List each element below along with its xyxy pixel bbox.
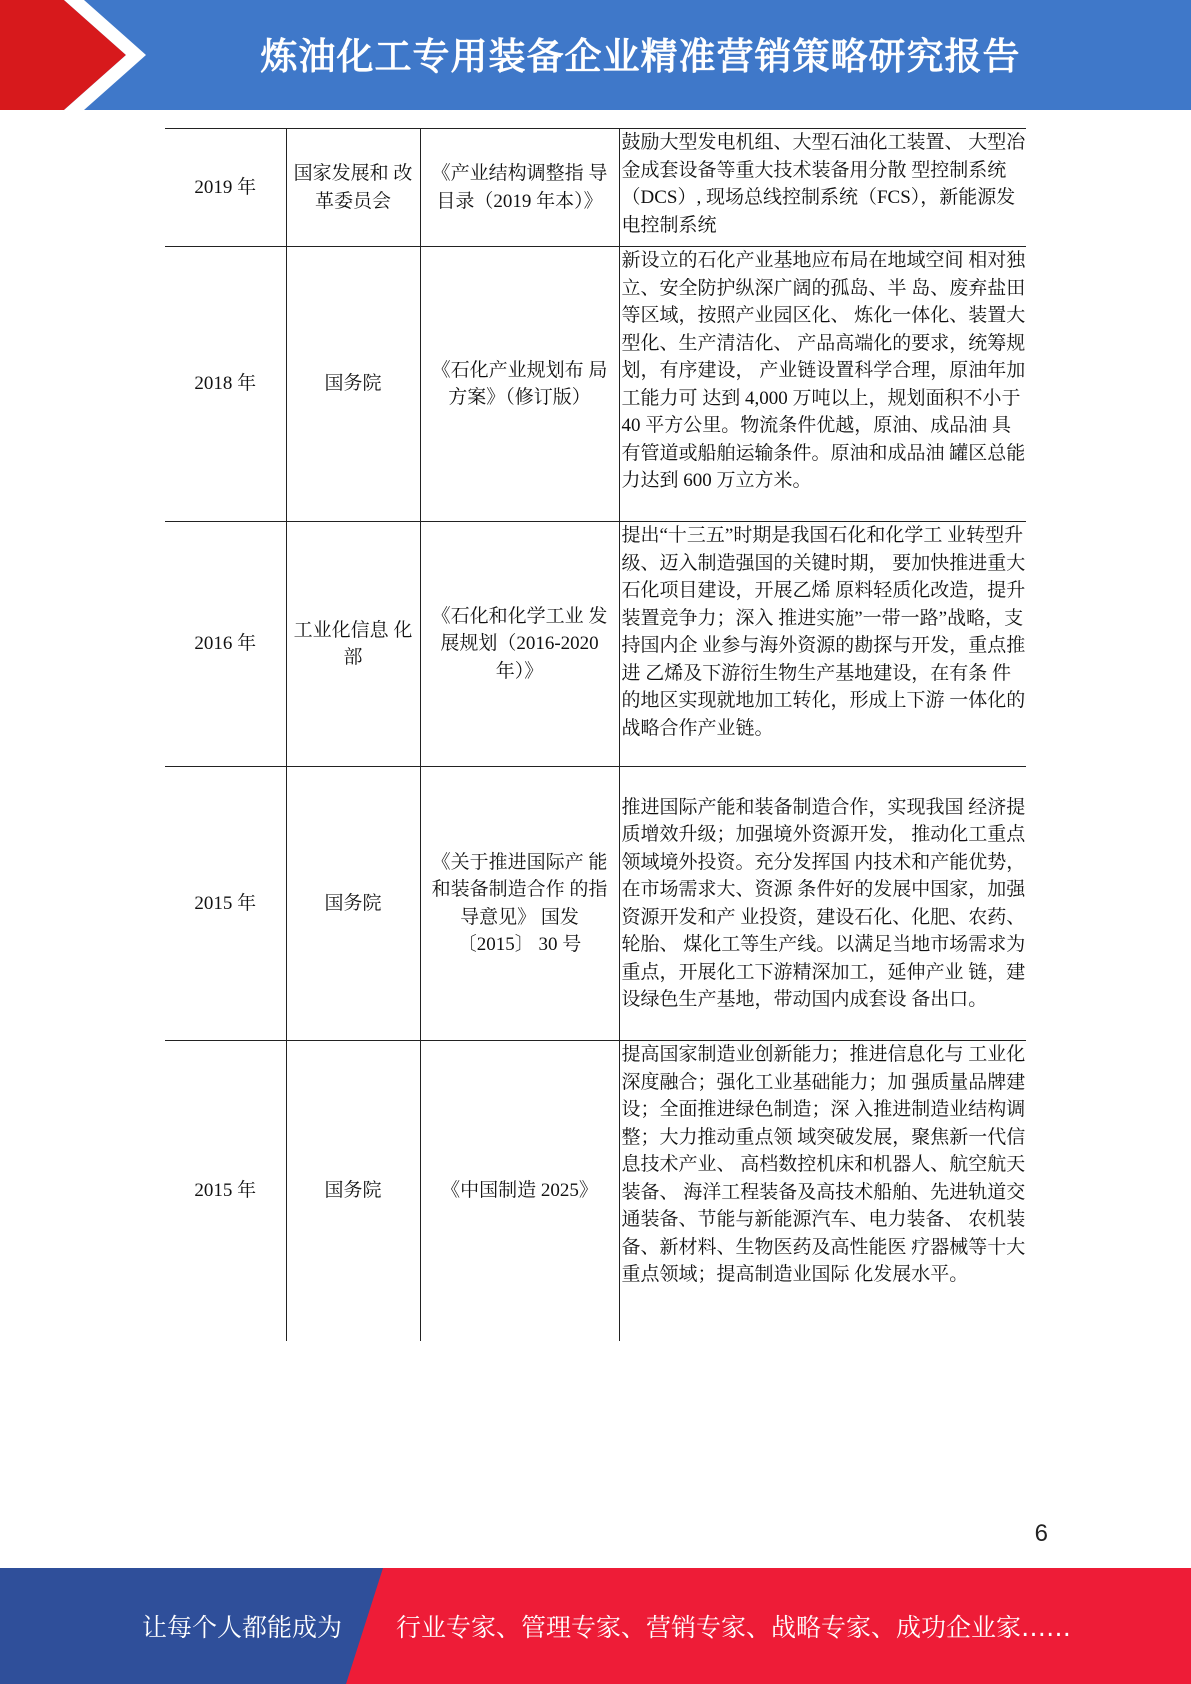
report-title: 炼油化工专用装备企业精准营销策略研究报告 <box>260 35 1021 78</box>
year-cell: 2015 年 <box>165 1041 286 1341</box>
document-cell: 《中国制造 2025》 <box>420 1041 619 1341</box>
table-row <box>165 767 1026 1041</box>
policy-table <box>165 128 1026 1341</box>
agency-cell: 国务院 <box>286 247 420 522</box>
content-cell: 提高国家制造业创新能力；推进信息化与 工业化深度融合；强化工业基础能力；加 强质量品牌建设；全面推进绿色制造；深 入推进制造业结构调整；大力推动重点领 域突破发展，聚焦新一代信息技术产业、 高档数控机床和机器人、航空航天装备、 海洋工程装备及高技术船舶、先进轨道交 通装备、节能与新能源汽车、电力装备、 农机装备、新材料、生物医药及高性能医 疗器械等十大重点领域；提高制造业国际 化发展水平。 <box>619 1041 1026 1341</box>
footer-slogan-right: 行业专家、管理专家、营销专家、战略专家、成功企业家…… <box>396 1613 1072 1642</box>
page-header <box>0 0 1191 110</box>
page-number: 6 <box>1034 1520 1048 1547</box>
footer-slogan-left: 让每个人都能成为 <box>142 1613 343 1642</box>
document-cell: 《关于推进国际产 能和装备制造合作 的指导意见》 国发〔2015〕 30 号 <box>420 767 619 1041</box>
content-cell: 新设立的石化产业基地应布局在地域空间 相对独立、安全防护纵深广阔的孤岛、半 岛、废弃盐田等区域，按照产业园区化、 炼化一体化、装置大型化、生产清洁化、 产品高端化的要求，统筹规划，有序建设， 产业链设置科学合理，原油年加工能力可 达到 4,000 万吨以上，规划面积不小于 40 平方公里。物流条件优越，原油、成品油 具有管道或船舶运输条件。原油和成品油 罐区总能力达到 600 万立方米。 <box>619 247 1026 522</box>
table-row <box>165 129 1026 247</box>
document-cell: 《石化和化学工业 发展规划（2016-2020 年）》 <box>420 522 619 767</box>
agency-cell: 国家发展和 改革委员会 <box>286 129 420 247</box>
year-cell: 2019 年 <box>165 129 286 247</box>
agency-cell: 国务院 <box>286 1041 420 1341</box>
table-row <box>165 1041 1026 1341</box>
content-cell: 推进国际产能和装备制造合作，实现我国 经济提质增效升级；加强境外资源开发， 推动化工重点领域境外投资。充分发挥国 内技术和产能优势，在市场需求大、资源 条件好的发展中国家，加强资源开发和产 业投资，建设石化、化肥、农药、轮胎、 煤化工等生产线。以满足当地市场需求为 重点，开展化工下游精深加工，延伸产业 链，建设绿色生产基地，带动国内成套设 备出口。 <box>619 767 1026 1041</box>
table-row <box>165 522 1026 767</box>
agency-cell: 工业化信息 化部 <box>286 522 420 767</box>
table-row <box>165 247 1026 522</box>
agency-cell: 国务院 <box>286 767 420 1041</box>
page-footer <box>0 1568 1191 1684</box>
year-cell: 2015 年 <box>165 767 286 1041</box>
year-cell: 2016 年 <box>165 522 286 767</box>
content-cell: 提出“十三五”时期是我国石化和化学工 业转型升级、迈入制造强国的关键时期， 要加快推进重大石化项目建设，开展乙烯 原料轻质化改造，提升装置竞争力；深入 推进实施”一带一路”战略，支持国内企 业参与海外资源的勘探与开发，重点推进 乙烯及下游衍生物生产基地建设，在有条 件的地区实现就地加工转化，形成上下游 一体化的战略合作产业链。 <box>619 522 1026 767</box>
content-cell: 鼓励大型发电机组、大型石油化工装置、 大型冶金成套设备等重大技术装备用分散 型控制系统（DCS）, 现场总线控制系统（FCS），新能源发电控制系统 <box>619 129 1026 247</box>
year-cell: 2018 年 <box>165 247 286 522</box>
document-cell: 《产业结构调整指 导目录（2019 年本）》 <box>420 129 619 247</box>
document-cell: 《石化产业规划布 局方案》（修订版） <box>420 247 619 522</box>
